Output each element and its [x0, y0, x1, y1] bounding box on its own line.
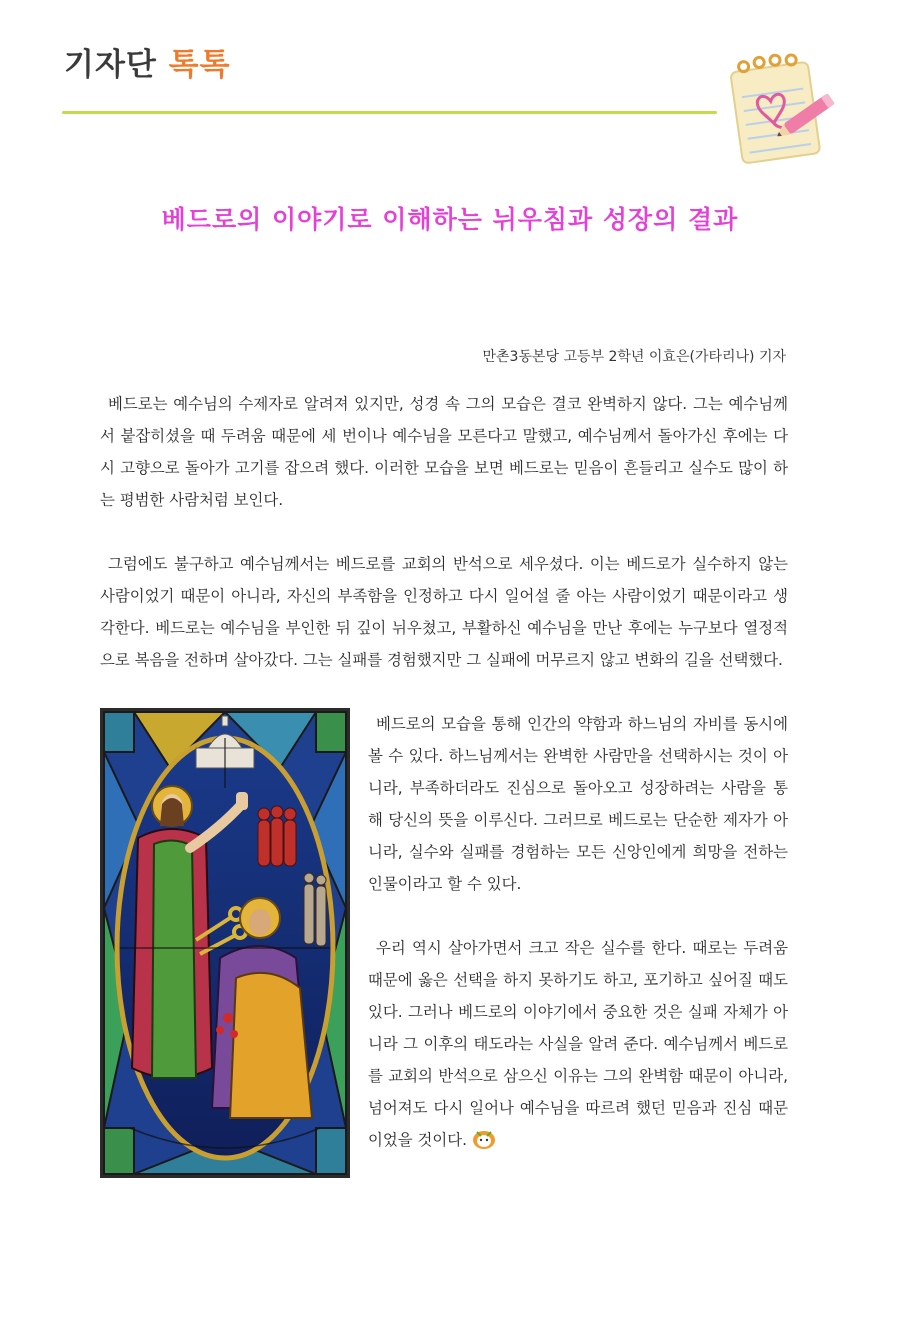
article-byline: 만촌3동본당 고등부 2학년 이효은(가타리나) 기자 — [482, 349, 786, 365]
stained-glass-image — [100, 708, 350, 1178]
article-paragraph-4-text: 우리 역시 살아가면서 크고 작은 실수를 한다. 때로는 두려움 때문에 옳은 선택을 하지 못하기도 하고, 포기하고 싶어질 때도 있다. 그러나 베드로의 이야기에서 중요한 것은 실패 자체가 아니라 그 이후의 태도라는 사실을 알려 준다. 예수님께서 베드로를 교회의 반석으로 삼으신 이유는 그의 완벽함 때문이 아니라, 넘어져도 다시 일어나 예수님을 따르려 했던 믿음과 진심 때문이었을 것이다. — [368, 939, 788, 1149]
header-divider — [62, 111, 717, 114]
article-headline: 베드로의 이야기로 이해하는 뉘우침과 성장의 결과 — [161, 205, 739, 234]
section-title-main: 기자단 — [64, 47, 157, 83]
article-paragraph-1: 베드로는 예수님의 수제자로 알려져 있지만, 성경 속 그의 모습은 결코 완벽하지 않다. 그는 예수님께서 붙잡히셨을 때 두려움 때문에 세 번이나 예수님을 모른다고 말했고, 예수님께서 돌아가신 후에는 다시 고향으로 돌아가 고기를 잡으려 했다. 이러한 모습을 보면 베드로는 믿음이 흔들리고 실수도 많이 하는 평범한 사람처럼 보인다. — [100, 395, 788, 509]
article-paragraph-2: 그럼에도 불구하고 예수님께서는 베드로를 교회의 반석으로 세우셨다. 이는 베드로가 실수하지 않는 사람이었기 때문이 아니라, 자신의 부족함을 인정하고 다시 일어설 줄 아는 사람이었기 때문이라고 생각한다. 베드로는 예수님을 부인한 뒤 깊이 뉘우쳤고, 부활하신 예수님을 만난 후에는 누구보다 열정적으로 복음을 전하며 살아갔다. 그는 실패를 경험했지만 그 실패에 머무르지 않고 변화의 길을 선택했다. — [100, 555, 788, 669]
notepad-pencil-heart-icon — [722, 48, 838, 166]
news-mascot-icon — [471, 1128, 497, 1150]
article-paragraph-3: 베드로의 모습을 통해 인간의 약함과 하느님의 자비를 동시에 볼 수 있다. 하느님께서는 완벽한 사람만을 선택하시는 것이 아니라, 부족하더라도 진심으로 돌아오고 성장하려는 사람을 통해 당신의 뜻을 이루신다. 그러므로 베드로는 단순한 제자가 아니라, 실수와 실패를 경험하는 모든 신앙인에게 희망을 전하는 인물이라고 할 수 있다. — [368, 715, 788, 893]
article-body — [100, 388, 788, 1188]
page-header — [0, 0, 900, 170]
section-title-accent: 톡톡 — [168, 47, 231, 83]
section-title — [64, 47, 231, 83]
